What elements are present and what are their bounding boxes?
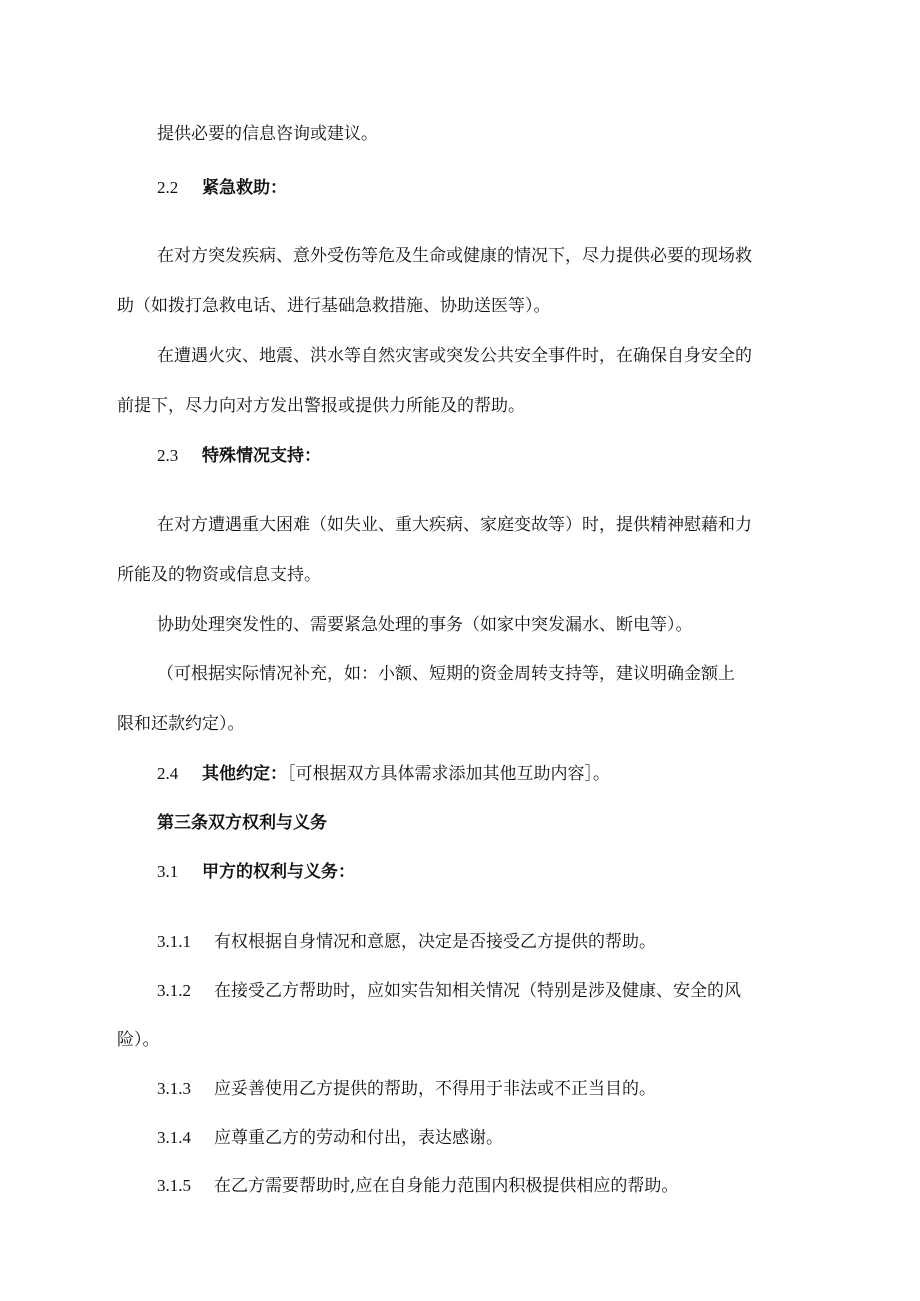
clause-text: 应尊重乙方的劳动和付出，表达感谢。 (214, 1128, 503, 1148)
section-number: 2.3 (157, 446, 179, 465)
clause-number: 3.1.5 (157, 1176, 191, 1195)
clause-3-1-4 (157, 1128, 810, 1148)
clause-text: 在接受乙方帮助时，应如实告知相关情况（特别是涉及健康、安全的风 (214, 981, 741, 1001)
paragraph-hardship-line-2 (117, 565, 810, 585)
article-heading-3 (157, 813, 810, 833)
section-number: 3.1 (157, 862, 179, 881)
section-title: 甲方的权利与义务： (202, 862, 355, 882)
paragraph-text: 提供必要的信息咨询或建议。 (157, 124, 378, 144)
section-title: 紧急救助： (202, 178, 287, 198)
clause-text: 在乙方需要帮助时,应在自身能力范围内积极提供相应的帮助。 (214, 1176, 679, 1196)
clause-3-1-2-line-2 (117, 1030, 810, 1050)
paragraph-disaster-line-2 (117, 396, 810, 416)
clause-3-1-5 (157, 1176, 810, 1196)
paragraph-text: 前提下，尽力向对方发出警报或提供力所能及的帮助。 (117, 396, 525, 416)
section-heading-2-4 (157, 764, 810, 784)
section-title: 特殊情况支持： (202, 446, 321, 466)
section-number: 2.4 (157, 764, 179, 783)
paragraph-emergency-line-2 (117, 296, 810, 316)
section-number: 2.2 (157, 178, 179, 197)
article-title: 第三条双方权利与义务 (157, 813, 327, 833)
clause-text: 险）。 (117, 1030, 160, 1050)
clause-3-1-1 (157, 932, 810, 952)
paragraph-text: （可根据实际情况补充，如：小额、短期的资金周转支持等，建议明确金额上 (157, 664, 735, 684)
paragraph-text: 限和还款约定）。 (117, 714, 245, 734)
paragraph-text: 在对方突发疾病、意外受伤等危及生命或健康的情况下，尽力提供必要的现场救 (157, 246, 752, 266)
paragraph-emergency-line-1 (157, 246, 810, 266)
clause-number: 3.1.4 (157, 1128, 191, 1147)
paragraph-text: 协助处理突发性的、需要紧急处理的事务（如家中突发漏水、断电等）。 (157, 615, 693, 635)
clause-text: 应妥善使用乙方提供的帮助，不得用于非法或不正当目的。 (214, 1079, 656, 1099)
paragraph-disaster-line-1 (157, 346, 810, 366)
section-title: 其他约定： (202, 764, 287, 784)
section-heading-2-2 (157, 178, 810, 198)
paragraph-text: 在遭遇火灾、地震、洪水等自然灾害或突发公共安全事件时，在确保自身安全的 (157, 346, 752, 366)
clause-3-1-3 (157, 1079, 810, 1099)
clause-text: 有权根据自身情况和意愿，决定是否接受乙方提供的帮助。 (214, 932, 656, 952)
paragraph-hardship-line-1 (157, 515, 810, 535)
paragraph-supplement-line-2 (117, 714, 810, 734)
paragraph-text: 在对方遭遇重大困难（如失业、重大疾病、家庭变故等）时，提供精神慰藉和力 (157, 515, 752, 535)
section-heading-3-1 (157, 862, 810, 882)
paragraph-text: 助（如拨打急救电话、进行基础急救措施、协助送医等）。 (117, 296, 551, 316)
paragraph-text: 所能及的物资或信息支持。 (117, 565, 321, 585)
paragraph-info-consult (157, 124, 810, 144)
clause-number: 3.1.1 (157, 932, 191, 951)
paragraph-supplement-line-1 (157, 664, 810, 684)
paragraph-urgent-affairs (157, 615, 810, 635)
section-text: ［可根据双方具体需求添加其他互助内容］。 (287, 764, 610, 784)
clause-3-1-2-line-1 (157, 981, 810, 1001)
clause-number: 3.1.2 (157, 981, 191, 1000)
clause-number: 3.1.3 (157, 1079, 191, 1098)
section-heading-2-3 (157, 446, 810, 466)
